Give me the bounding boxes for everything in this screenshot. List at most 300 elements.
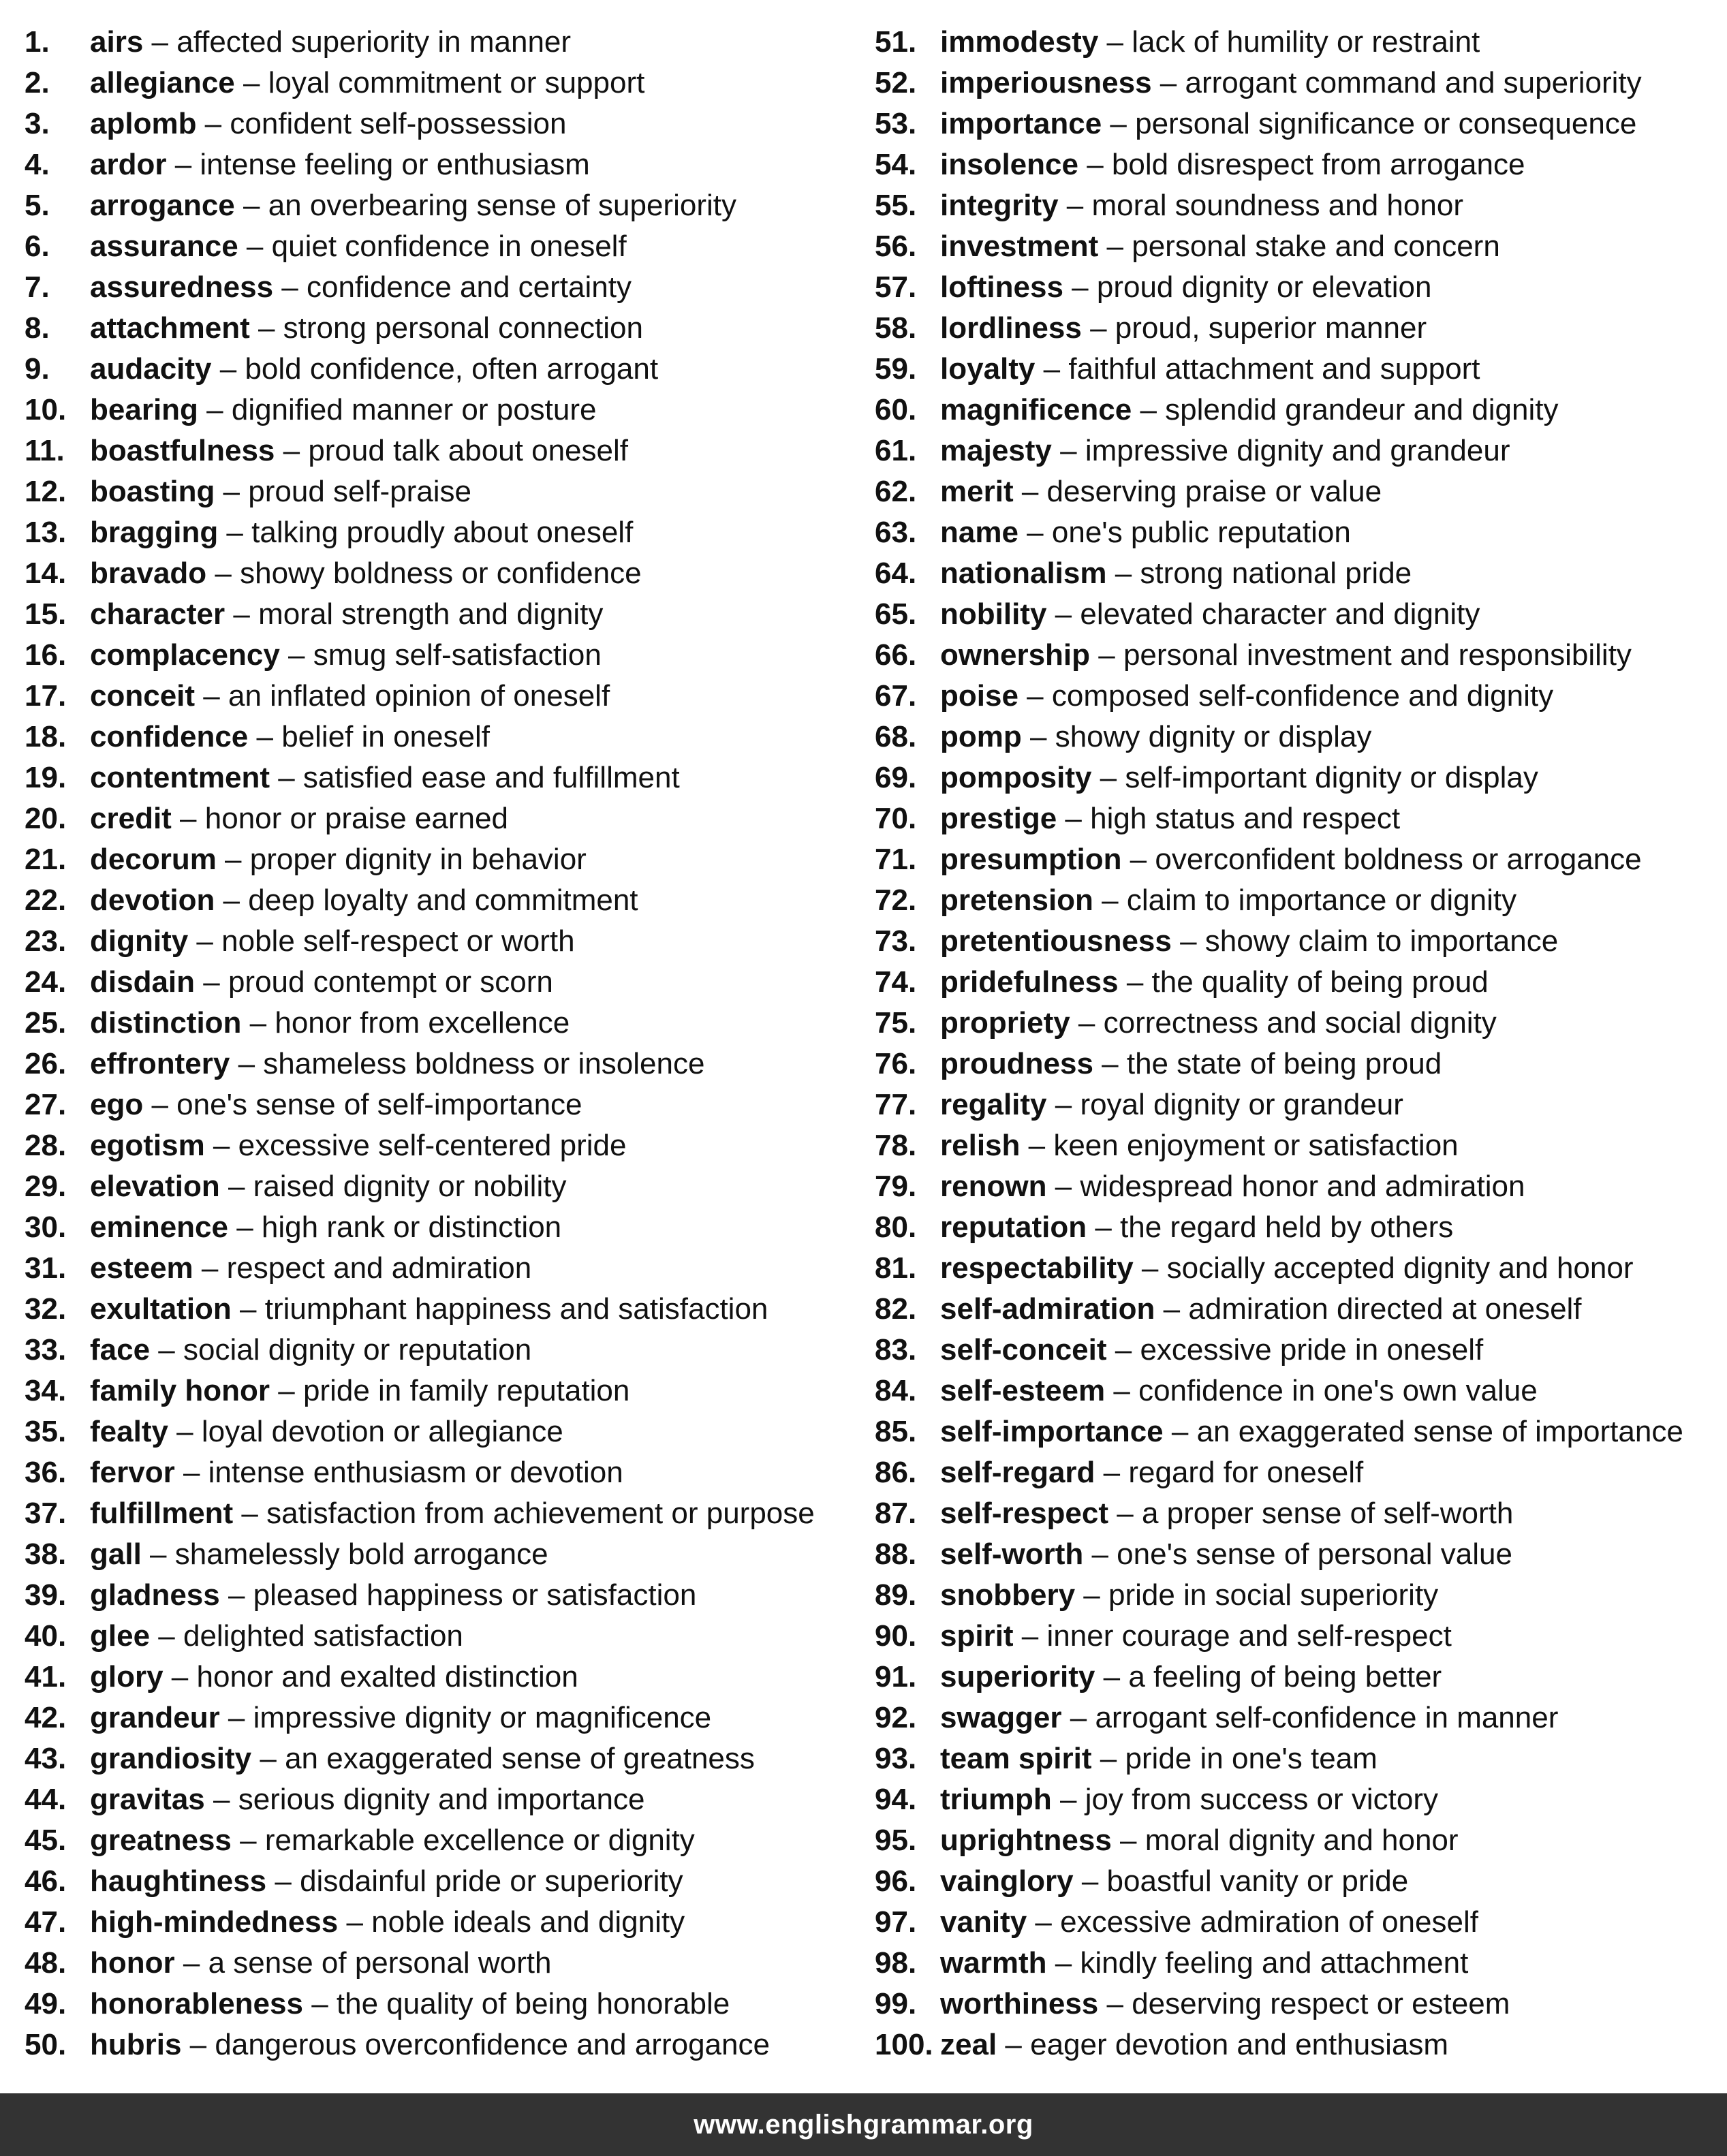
item-definition: lack of humility or restraint	[1132, 25, 1480, 59]
list-item	[875, 1943, 1726, 1984]
item-definition: proud self-praise	[248, 475, 471, 508]
item-separator: –	[1132, 393, 1166, 426]
item-number: 69.	[875, 761, 917, 794]
item-number: 85.	[875, 1415, 917, 1448]
item-definition: an overbearing sense of superiority	[268, 189, 736, 222]
item-separator: –	[230, 1047, 264, 1080]
item-definition: high status and respect	[1090, 802, 1401, 835]
item-separator: –	[1121, 843, 1155, 876]
item-definition: excessive self-centered pride	[238, 1129, 627, 1162]
item-number: 2.	[25, 66, 50, 99]
list-item	[875, 757, 1726, 798]
list-item	[875, 1820, 1726, 1861]
item-term: loftiness	[940, 270, 1063, 304]
item-term: nobility	[940, 597, 1047, 631]
item-separator: –	[1035, 352, 1069, 386]
item-number: 86.	[875, 1456, 917, 1489]
item-term: prestige	[940, 802, 1057, 835]
item-number: 59.	[875, 352, 917, 386]
item-definition: splendid grandeur and dignity	[1165, 393, 1559, 426]
item-definition: inner courage and self-respect	[1046, 1619, 1452, 1653]
item-separator: –	[275, 434, 309, 467]
list-item	[875, 1125, 1726, 1166]
item-definition: the state of being proud	[1126, 1047, 1442, 1080]
item-separator: –	[195, 965, 228, 999]
list-item	[875, 717, 1726, 757]
item-separator: –	[1083, 1537, 1117, 1571]
list-item	[25, 1289, 869, 1330]
list-item	[875, 1289, 1726, 1330]
list-item	[875, 267, 1726, 308]
item-separator: –	[206, 557, 240, 590]
item-definition: deep loyalty and commitment	[248, 884, 638, 917]
item-separator: –	[150, 1619, 183, 1653]
item-term: elevation	[90, 1170, 220, 1203]
item-number: 66.	[875, 638, 917, 672]
list-item	[25, 185, 869, 226]
item-number: 44.	[25, 1783, 67, 1816]
item-number: 68.	[875, 720, 917, 753]
item-term: integrity	[940, 189, 1059, 222]
item-number: 3.	[25, 107, 50, 140]
item-term: haughtiness	[90, 1864, 267, 1898]
item-definition: the quality of being honorable	[336, 1987, 730, 2020]
list-item	[875, 1738, 1726, 1779]
list-item	[875, 349, 1726, 390]
item-separator: –	[1046, 1170, 1080, 1203]
item-definition: noble ideals and dignity	[371, 1905, 685, 1939]
item-separator: –	[163, 1660, 197, 1693]
item-definition: moral soundness and honor	[1091, 189, 1463, 222]
list-item	[25, 839, 869, 880]
item-definition: a sense of personal worth	[208, 1946, 552, 1980]
item-definition: moral strength and dignity	[258, 597, 604, 631]
item-number: 12.	[25, 475, 67, 508]
list-item	[25, 798, 869, 839]
list-item	[25, 431, 869, 471]
item-number: 24.	[25, 965, 67, 999]
item-term: exultation	[90, 1292, 232, 1326]
item-definition: an exaggerated sense of importance	[1196, 1415, 1683, 1448]
item-number: 63.	[875, 516, 917, 549]
item-separator: –	[1095, 1660, 1129, 1693]
item-definition: remarkable excellence or dignity	[264, 1824, 695, 1857]
list-item	[875, 1084, 1726, 1125]
item-term: ego	[90, 1088, 144, 1121]
item-term: ownership	[940, 638, 1091, 672]
list-item	[25, 1698, 869, 1738]
item-separator: –	[1106, 1333, 1140, 1366]
item-number: 54.	[875, 148, 917, 181]
item-separator: –	[150, 1333, 183, 1366]
item-term: boasting	[90, 475, 215, 508]
item-term: complacency	[90, 638, 280, 672]
list-item	[875, 226, 1726, 267]
item-term: name	[940, 516, 1018, 549]
item-separator: –	[204, 1129, 238, 1162]
item-number: 35.	[25, 1415, 67, 1448]
item-definition: noble self-respect or worth	[221, 924, 575, 958]
item-term: glee	[90, 1619, 151, 1653]
list-item	[875, 676, 1726, 717]
item-separator: –	[1171, 924, 1205, 958]
item-definition: personal stake and concern	[1132, 230, 1500, 263]
footer-url[interactable]: www.englishgrammar.org	[694, 2109, 1033, 2140]
item-term: pridefulness	[940, 965, 1119, 999]
item-separator: –	[338, 1905, 372, 1939]
item-definition: one's sense of personal value	[1117, 1537, 1512, 1571]
item-term: attachment	[90, 311, 250, 345]
item-definition: pleased happiness or satisfaction	[253, 1578, 697, 1612]
item-term: bravado	[90, 557, 207, 590]
item-number: 87.	[875, 1497, 917, 1530]
item-separator: –	[241, 1006, 275, 1040]
item-term: uprightness	[940, 1824, 1112, 1857]
item-separator: –	[1027, 1905, 1061, 1939]
list-item	[875, 1902, 1726, 1943]
item-number: 36.	[25, 1456, 67, 1489]
item-definition: an inflated opinion of oneself	[228, 679, 610, 713]
item-number: 82.	[875, 1292, 917, 1326]
item-number: 18.	[25, 720, 67, 753]
item-definition: personal significance or consequence	[1135, 107, 1637, 140]
item-separator: –	[219, 1170, 253, 1203]
item-number: 64.	[875, 557, 917, 590]
item-term: character	[90, 597, 225, 631]
item-term: spirit	[940, 1619, 1014, 1653]
item-definition: talking proudly about oneself	[251, 516, 634, 549]
item-definition: self-important dignity or display	[1125, 761, 1538, 794]
item-number: 28.	[25, 1129, 67, 1162]
item-definition: proud talk about oneself	[308, 434, 628, 467]
item-number: 60.	[875, 393, 917, 426]
item-number: 88.	[875, 1537, 917, 1571]
item-definition: honor from excellence	[275, 1006, 570, 1040]
item-term: zeal	[940, 2028, 997, 2061]
list-item	[875, 1779, 1726, 1820]
item-term: honor	[90, 1946, 175, 1980]
list-item	[25, 962, 869, 1003]
item-number: 80.	[875, 1210, 917, 1244]
item-term: pretentiousness	[940, 924, 1172, 958]
item-number: 51.	[875, 25, 917, 59]
item-definition: raised dignity or nobility	[253, 1170, 567, 1203]
list-item	[875, 431, 1726, 471]
item-term: proudness	[940, 1047, 1093, 1080]
list-item	[875, 1984, 1726, 2025]
item-definition: pride in social superiority	[1108, 1578, 1439, 1612]
item-number: 11.	[25, 434, 65, 467]
item-separator: –	[171, 802, 205, 835]
item-definition: eager devotion and enthusiasm	[1030, 2028, 1449, 2061]
item-definition: strong personal connection	[283, 311, 643, 345]
item-separator: –	[1091, 1742, 1125, 1775]
item-number: 57.	[875, 270, 917, 304]
item-term: eminence	[90, 1210, 228, 1244]
item-definition: admiration directed at oneself	[1188, 1292, 1582, 1326]
item-separator: –	[1013, 475, 1047, 508]
list-item	[875, 962, 1726, 1003]
item-number: 6.	[25, 230, 50, 263]
item-separator: –	[248, 720, 282, 753]
item-number: 98.	[875, 1946, 917, 1980]
item-number: 19.	[25, 761, 67, 794]
item-number: 78.	[875, 1129, 917, 1162]
item-separator: –	[997, 2028, 1031, 2061]
item-definition: proud, superior manner	[1115, 311, 1427, 345]
item-separator: –	[181, 2028, 215, 2061]
item-term: decorum	[90, 843, 217, 876]
item-number: 79.	[875, 1170, 917, 1203]
item-term: glory	[90, 1660, 164, 1693]
item-definition: disdainful pride or superiority	[300, 1864, 683, 1898]
item-term: airs	[90, 25, 144, 59]
item-definition: one's public reputation	[1051, 516, 1351, 549]
item-number: 99.	[875, 1987, 917, 2020]
item-term: team spirit	[940, 1742, 1092, 1775]
item-separator: –	[174, 1456, 208, 1489]
item-definition: correctness and social dignity	[1103, 1006, 1497, 1040]
item-term: magnificence	[940, 393, 1132, 426]
item-definition: excessive pride in oneself	[1140, 1333, 1484, 1366]
item-separator: –	[302, 1987, 337, 2020]
item-term: self-admiration	[940, 1292, 1155, 1326]
list-item	[875, 1534, 1726, 1575]
item-separator: –	[174, 1946, 208, 1980]
item-separator: –	[211, 352, 245, 386]
item-definition: composed self-confidence and dignity	[1051, 679, 1554, 713]
item-term: self-respect	[940, 1497, 1109, 1530]
item-separator: –	[1102, 107, 1136, 140]
list-item	[25, 1820, 869, 1861]
item-separator: –	[216, 843, 250, 876]
item-term: triumph	[940, 1783, 1052, 1816]
item-number: 42.	[25, 1701, 67, 1734]
item-number: 97.	[875, 1905, 917, 1939]
item-term: conceit	[90, 679, 196, 713]
item-number: 71.	[875, 843, 917, 876]
item-separator: –	[273, 270, 307, 304]
list-item	[875, 185, 1726, 226]
list-item	[25, 1411, 869, 1452]
item-definition: intense enthusiasm or devotion	[208, 1456, 623, 1489]
list-item	[25, 1248, 869, 1289]
item-definition: bold confidence, often arrogant	[245, 352, 659, 386]
item-separator: –	[143, 1088, 177, 1121]
item-term: grandiosity	[90, 1742, 252, 1775]
item-separator: –	[249, 311, 283, 345]
item-number: 94.	[875, 1783, 917, 1816]
item-number: 9.	[25, 352, 50, 386]
item-term: renown	[940, 1170, 1047, 1203]
item-term: dignity	[90, 924, 189, 958]
item-separator: –	[238, 230, 272, 263]
list-item	[25, 1943, 869, 1984]
item-term: investment	[940, 230, 1099, 263]
item-term: snobbery	[940, 1578, 1076, 1612]
item-separator: –	[266, 1864, 300, 1898]
item-definition: excessive admiration of oneself	[1060, 1905, 1478, 1939]
item-term: audacity	[90, 352, 212, 386]
item-definition: showy dignity or display	[1055, 720, 1372, 753]
item-term: gall	[90, 1537, 142, 1571]
item-number: 31.	[25, 1251, 67, 1285]
item-number: 70.	[875, 802, 917, 835]
item-separator: –	[1163, 1415, 1197, 1448]
list-item	[875, 390, 1726, 431]
item-number: 92.	[875, 1701, 917, 1734]
list-item	[25, 757, 869, 798]
item-definition: deserving respect or esteem	[1132, 1987, 1510, 2020]
list-item	[875, 1166, 1726, 1207]
item-number: 26.	[25, 1047, 67, 1080]
item-separator: –	[234, 66, 268, 99]
item-number: 32.	[25, 1292, 67, 1326]
item-definition: arrogant command and superiority	[1185, 66, 1642, 99]
item-separator: –	[233, 1497, 267, 1530]
item-definition: a feeling of being better	[1128, 1660, 1442, 1693]
item-definition: satisfied ease and fulfillment	[302, 761, 680, 794]
list-item	[875, 63, 1726, 104]
footer-bar	[0, 2093, 1727, 2156]
item-number: 41.	[25, 1660, 67, 1693]
list-item	[875, 839, 1726, 880]
item-term: gladness	[90, 1578, 220, 1612]
item-definition: showy boldness or confidence	[240, 557, 642, 590]
item-definition: honor and exalted distinction	[196, 1660, 578, 1693]
item-term: honorableness	[90, 1987, 303, 2020]
list-item	[875, 635, 1726, 676]
list-item	[875, 1044, 1726, 1084]
list-item	[875, 553, 1726, 594]
item-number: 72.	[875, 884, 917, 917]
item-number: 73.	[875, 924, 917, 958]
item-separator: –	[204, 1783, 238, 1816]
item-number: 37.	[25, 1497, 67, 1530]
item-separator: –	[218, 516, 252, 549]
item-term: majesty	[940, 434, 1052, 467]
item-number: 25.	[25, 1006, 67, 1040]
item-term: worthiness	[940, 1987, 1099, 2020]
item-separator: –	[234, 189, 268, 222]
item-number: 53.	[875, 107, 917, 140]
item-term: gravitas	[90, 1783, 205, 1816]
item-number: 29.	[25, 1170, 67, 1203]
item-number: 13.	[25, 516, 67, 549]
item-definition: delighted satisfaction	[183, 1619, 463, 1653]
item-separator: –	[1075, 1578, 1108, 1612]
item-number: 96.	[875, 1864, 917, 1898]
list-item	[875, 512, 1726, 553]
list-item	[25, 267, 869, 308]
item-definition: arrogant self-confidence in manner	[1095, 1701, 1559, 1734]
item-number: 22.	[25, 884, 67, 917]
list-item	[25, 1003, 869, 1044]
item-number: 61.	[875, 434, 917, 467]
list-item	[875, 1330, 1726, 1371]
list-item	[875, 1248, 1726, 1289]
item-definition: triumphant happiness and satisfaction	[264, 1292, 768, 1326]
item-definition: respect and admiration	[226, 1251, 532, 1285]
list-item	[25, 717, 869, 757]
item-term: greatness	[90, 1824, 232, 1857]
list-item	[25, 349, 869, 390]
item-separator: –	[188, 924, 222, 958]
list-item	[875, 308, 1726, 349]
item-definition: proud dignity or elevation	[1096, 270, 1432, 304]
list-item	[875, 1003, 1726, 1044]
item-definition: confidence in one's own value	[1138, 1374, 1538, 1407]
item-definition: elevated character and dignity	[1080, 597, 1480, 631]
item-definition: loyal devotion or allegiance	[201, 1415, 563, 1448]
list-item	[875, 1452, 1726, 1493]
item-term: face	[90, 1333, 151, 1366]
item-number: 40.	[25, 1619, 67, 1653]
item-separator: –	[1073, 1864, 1107, 1898]
item-number: 16.	[25, 638, 67, 672]
item-term: self-importance	[940, 1415, 1164, 1448]
list-item	[875, 104, 1726, 144]
item-separator: –	[228, 1210, 262, 1244]
item-term: importance	[940, 107, 1102, 140]
list-item	[25, 1330, 869, 1371]
item-number: 95.	[875, 1824, 917, 1857]
item-definition: intense feeling or enthusiasm	[200, 148, 590, 181]
item-number: 4.	[25, 148, 50, 181]
item-separator: –	[1105, 1374, 1139, 1407]
item-number: 7.	[25, 270, 50, 304]
item-definition: an exaggerated sense of greatness	[285, 1742, 755, 1775]
item-separator: –	[231, 1292, 265, 1326]
item-definition: widespread honor and admiration	[1080, 1170, 1525, 1203]
item-separator: –	[270, 1374, 303, 1407]
item-separator: –	[231, 1824, 265, 1857]
item-definition: kindly feeling and attachment	[1080, 1946, 1469, 1980]
item-term: bearing	[90, 393, 198, 426]
item-separator: –	[1106, 557, 1140, 590]
list-item	[875, 1371, 1726, 1411]
item-definition: pride in family reputation	[302, 1374, 630, 1407]
item-number: 76.	[875, 1047, 917, 1080]
item-definition: honor or praise earned	[204, 802, 508, 835]
list-item	[875, 1493, 1726, 1534]
list-item	[875, 1575, 1726, 1616]
item-definition: dignified manner or posture	[231, 393, 597, 426]
list-item	[25, 1984, 869, 2025]
item-separator: –	[1111, 1824, 1145, 1857]
item-separator: –	[1081, 311, 1115, 345]
item-number: 1.	[25, 25, 50, 59]
item-term: assuredness	[90, 270, 274, 304]
item-term: boastfulness	[90, 434, 275, 467]
item-term: contentment	[90, 761, 270, 794]
item-separator: –	[1046, 597, 1080, 631]
item-number: 45.	[25, 1824, 67, 1857]
list-item	[25, 1534, 869, 1575]
item-term: family honor	[90, 1374, 270, 1407]
item-term: aplomb	[90, 107, 197, 140]
item-term: bragging	[90, 516, 219, 549]
item-separator: –	[1098, 230, 1132, 263]
item-number: 38.	[25, 1537, 67, 1571]
item-term: fulfillment	[90, 1497, 234, 1530]
list-item	[875, 1698, 1726, 1738]
item-term: pomp	[940, 720, 1022, 753]
item-number: 56.	[875, 230, 917, 263]
item-number: 77.	[875, 1088, 917, 1121]
item-number: 30.	[25, 1210, 67, 1244]
item-separator: –	[1151, 66, 1185, 99]
